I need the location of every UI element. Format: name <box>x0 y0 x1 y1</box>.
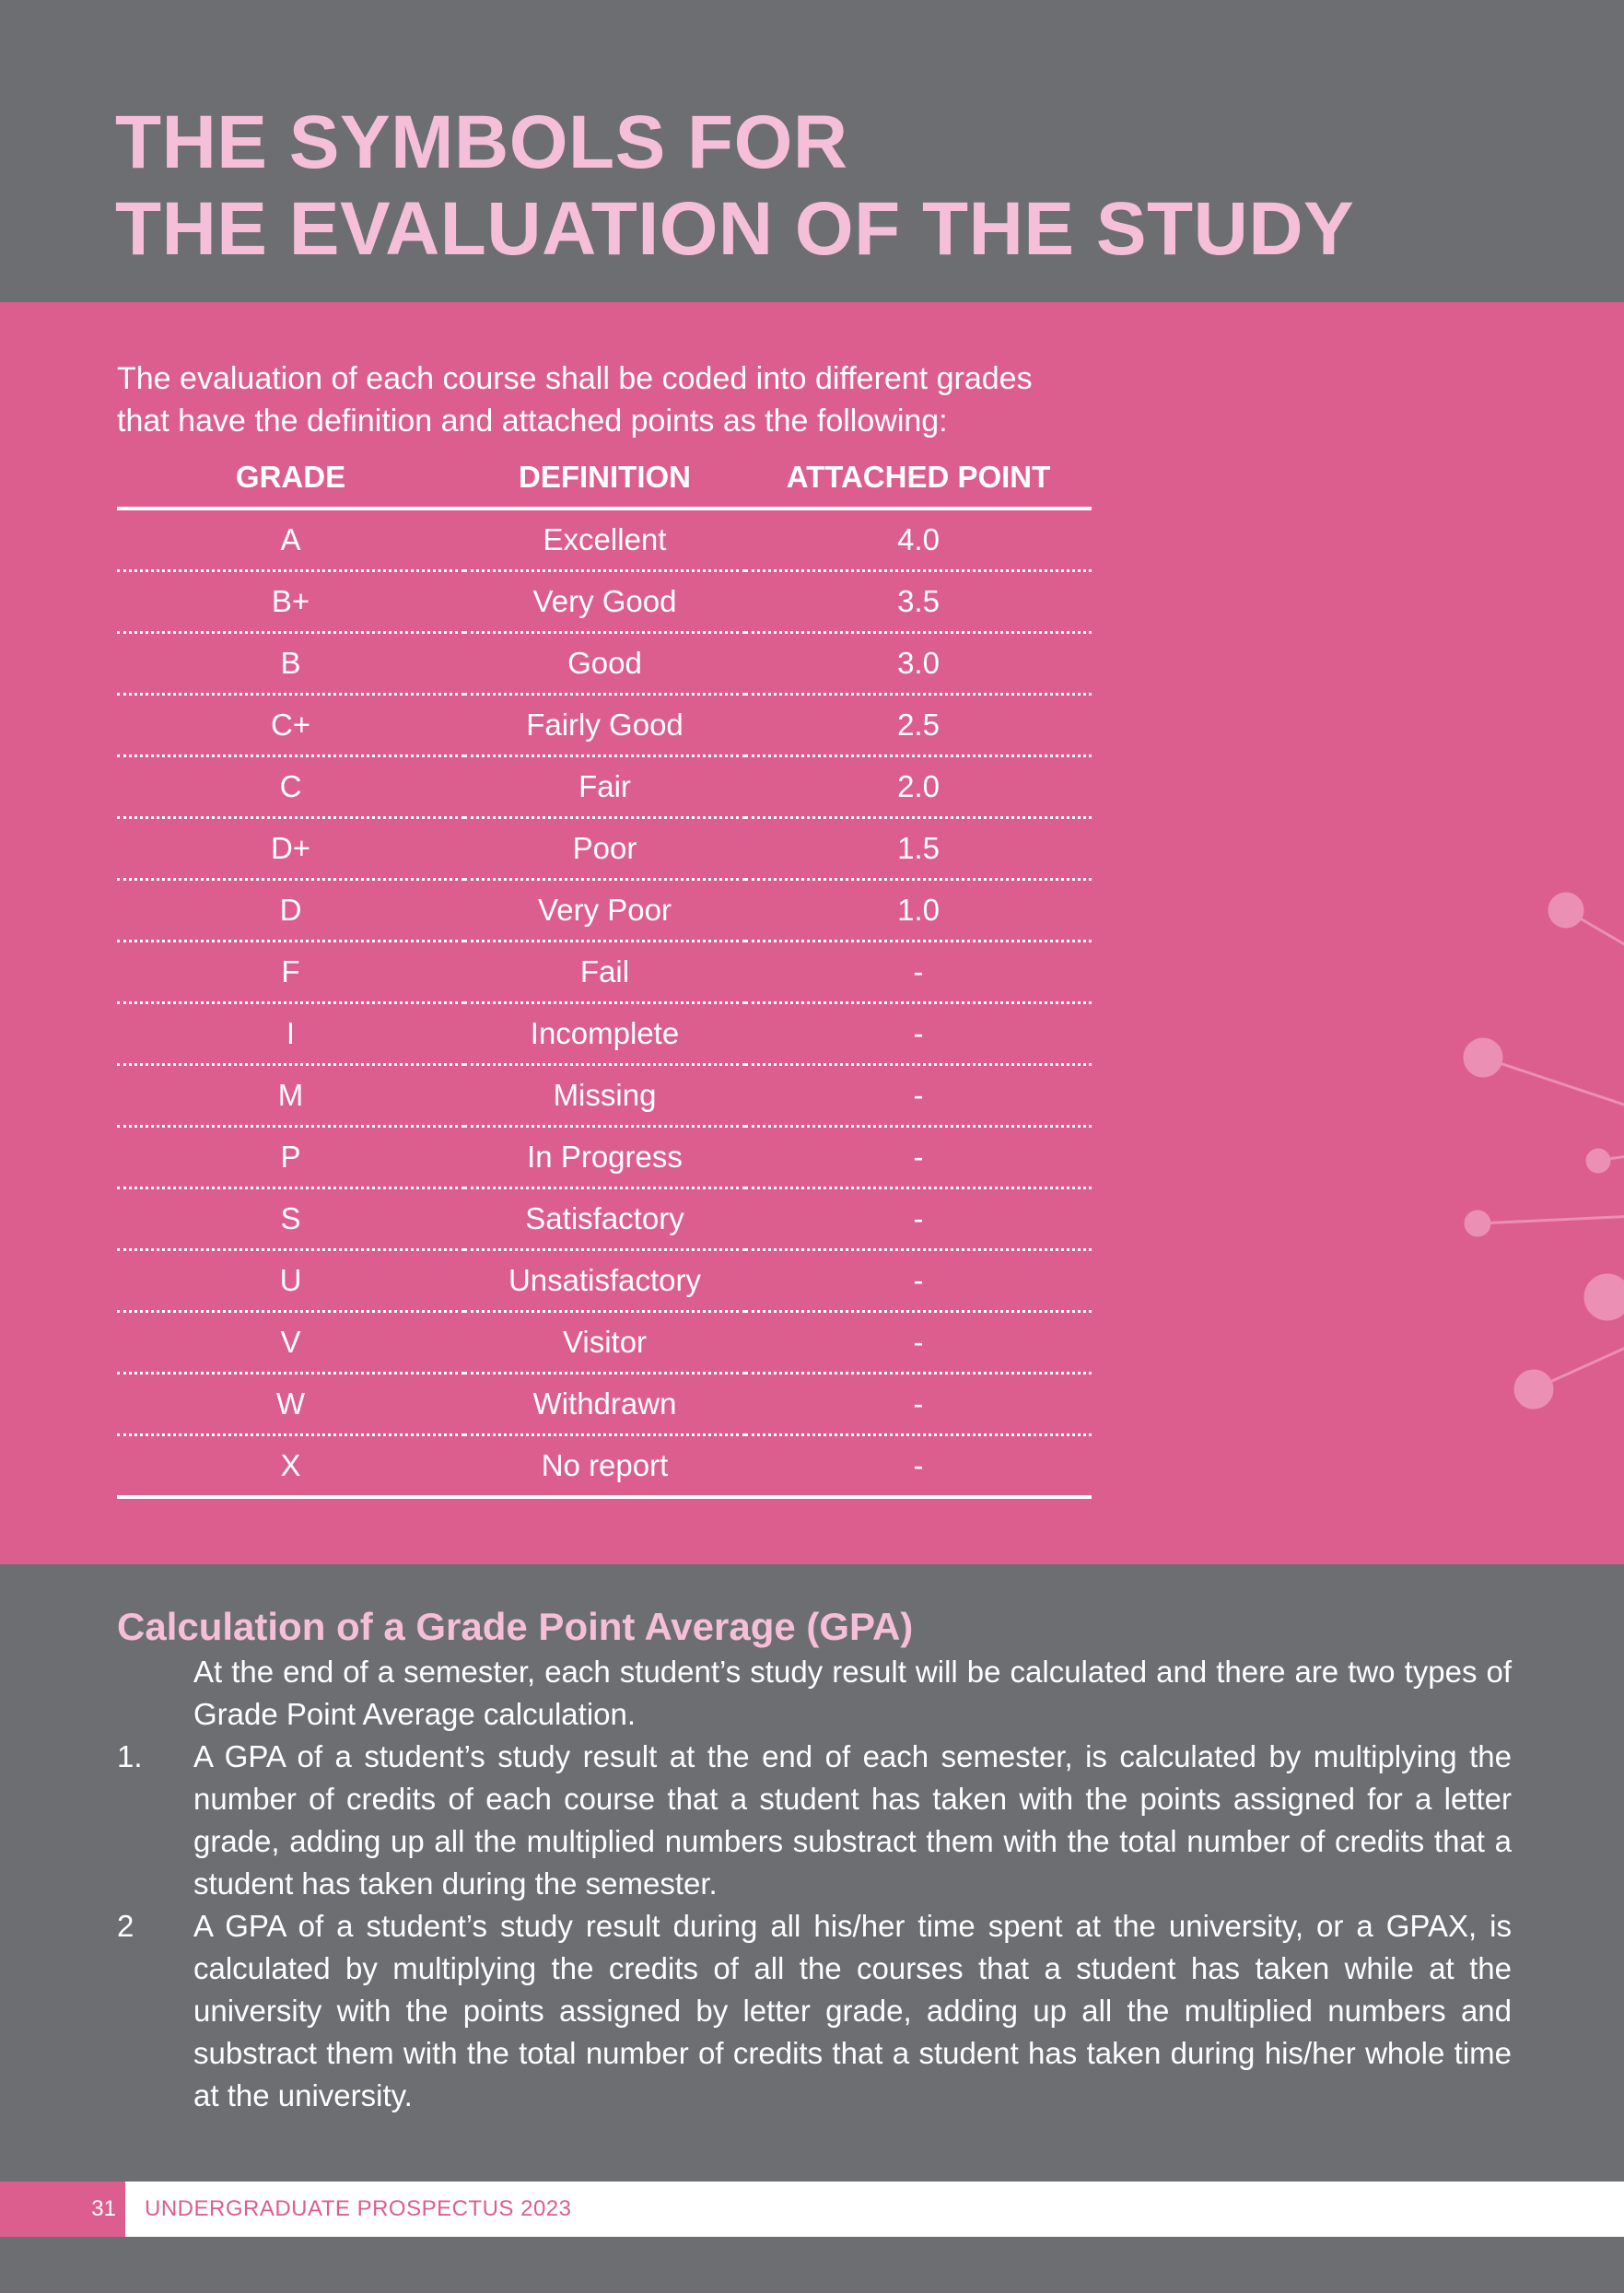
point-cell: - <box>745 1003 1092 1065</box>
gpa-title: Calculation of a Grade Point Average (GPA) <box>117 1605 914 1648</box>
page-number: 31 <box>0 2182 125 2237</box>
grade-section <box>0 302 1624 1564</box>
grade-cell: V <box>117 1312 464 1374</box>
table-row <box>117 633 1092 695</box>
point-cell: - <box>745 1065 1092 1127</box>
definition-cell: Missing <box>464 1065 745 1127</box>
item-text: A GPA of a student’s study result during all his/her time spent at the university, or a GPAX, is calculated by multiplying the credits of all the courses that a student has taken while at the university with the points assigned by letter grade, adding up all the multiplied numbers and substract them with the total number of credits that a student has taken during his/her whole time at the university. <box>193 1909 1512 2112</box>
table-row <box>117 1188 1092 1250</box>
definition-cell: Visitor <box>464 1312 745 1374</box>
definition-cell: Very Good <box>464 571 745 633</box>
gpa-item-2 <box>117 1905 1512 2117</box>
point-cell: 2.0 <box>745 756 1092 818</box>
definition-cell: Poor <box>464 818 745 880</box>
point-cell: 4.0 <box>745 509 1092 571</box>
table-row <box>117 509 1092 571</box>
footer-title: UNDERGRADUATE PROSPECTUS 2023 <box>145 2196 572 2221</box>
definition-cell: Fair <box>464 756 745 818</box>
grade-cell: A <box>117 509 464 571</box>
point-cell: - <box>745 1435 1092 1498</box>
grade-cell: B+ <box>117 571 464 633</box>
header-definition: DEFINITION <box>464 448 745 509</box>
table-row <box>117 1312 1092 1374</box>
point-cell: - <box>745 1250 1092 1312</box>
definition-cell: Excellent <box>464 509 745 571</box>
page-title <box>115 99 1354 273</box>
point-cell: 3.5 <box>745 571 1092 633</box>
definition-cell: Satisfactory <box>464 1188 745 1250</box>
header-grade: GRADE <box>117 448 464 509</box>
grade-cell: I <box>117 1003 464 1065</box>
table-row <box>117 1435 1092 1498</box>
intro-text <box>117 357 1093 442</box>
gpa-section <box>0 1564 1624 2182</box>
intro-line-1: The evaluation of each course shall be coded into different grades <box>117 361 1033 396</box>
point-cell: - <box>745 942 1092 1003</box>
item-number: 2 <box>117 1909 134 1943</box>
grade-cell: B <box>117 633 464 695</box>
table-row <box>117 1003 1092 1065</box>
grade-cell: D+ <box>117 818 464 880</box>
grade-cell: W <box>117 1374 464 1435</box>
item-number: 1. <box>117 1739 143 1773</box>
table-row <box>117 1127 1092 1188</box>
point-cell: - <box>745 1312 1092 1374</box>
table-row <box>117 942 1092 1003</box>
title-line-1: THE SYMBOLS FOR <box>115 100 848 184</box>
point-cell: - <box>745 1127 1092 1188</box>
point-cell: 3.0 <box>745 633 1092 695</box>
table-header-row <box>117 448 1092 509</box>
table-row <box>117 571 1092 633</box>
intro-line-2: that have the definition and attached points as the following: <box>117 404 948 439</box>
page-footer <box>0 2182 1624 2237</box>
grade-cell: U <box>117 1250 464 1312</box>
table-row <box>117 818 1092 880</box>
grade-cell: F <box>117 942 464 1003</box>
table-row <box>117 756 1092 818</box>
grade-cell: C <box>117 756 464 818</box>
grade-cell: C+ <box>117 695 464 756</box>
point-cell: 1.5 <box>745 818 1092 880</box>
table-row <box>117 1065 1092 1127</box>
table-row <box>117 695 1092 756</box>
molecule-decoration-icon <box>1437 579 1624 1426</box>
gpa-item-1 <box>117 1736 1512 1905</box>
definition-cell: Fail <box>464 942 745 1003</box>
table-row <box>117 1374 1092 1435</box>
definition-cell: In Progress <box>464 1127 745 1188</box>
grade-cell: S <box>117 1188 464 1250</box>
grade-cell: D <box>117 880 464 942</box>
definition-cell: Withdrawn <box>464 1374 745 1435</box>
definition-cell: Good <box>464 633 745 695</box>
header-attached-point: ATTACHED POINT <box>745 448 1092 509</box>
grade-cell: P <box>117 1127 464 1188</box>
point-cell: 2.5 <box>745 695 1092 756</box>
definition-cell: Very Poor <box>464 880 745 942</box>
point-cell: - <box>745 1188 1092 1250</box>
gpa-body <box>117 1651 1512 2117</box>
grade-cell: X <box>117 1435 464 1498</box>
point-cell: - <box>745 1374 1092 1435</box>
definition-cell: Unsatisfactory <box>464 1250 745 1312</box>
table-row <box>117 1250 1092 1312</box>
table-row <box>117 880 1092 942</box>
grade-cell: M <box>117 1065 464 1127</box>
title-line-2: THE EVALUATION OF THE STUDY <box>115 187 1355 271</box>
definition-cell: No report <box>464 1435 745 1498</box>
page-header <box>0 0 1624 302</box>
item-text: A GPA of a student’s study result at the end of each semester, is calculated by multiplying the number of credits of each course that a student has taken with the points assigned for a letter grade, adding up all the multiplied numbers substract them with the total number of credits that a student has taken during the semester. <box>193 1739 1512 1901</box>
definition-cell: Incomplete <box>464 1003 745 1065</box>
gpa-intro: At the end of a semester, each student’s study result will be calculated and there are two types of Grade Point Average calculation. <box>193 1655 1512 1731</box>
point-cell: 1.0 <box>745 880 1092 942</box>
grade-table <box>117 448 1092 1499</box>
definition-cell: Fairly Good <box>464 695 745 756</box>
